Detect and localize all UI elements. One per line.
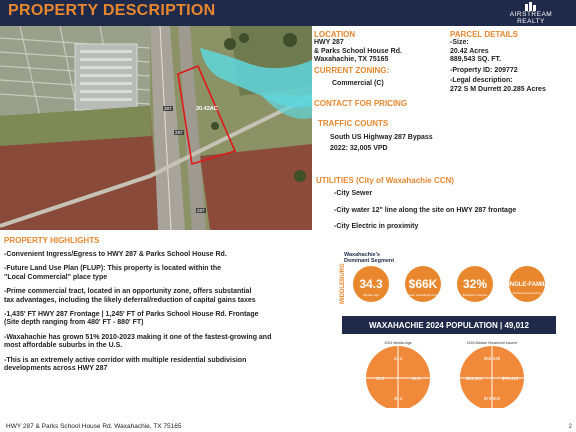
highlight-line: most affordable suburbs in the U.S.	[4, 342, 123, 350]
pie-value: $63,524	[465, 376, 483, 381]
location-line: HWY 287	[314, 39, 344, 46]
segment-title: Waxahachie's	[344, 252, 380, 258]
stat-circle	[457, 266, 493, 302]
parcel-line: 272 S M Durrett 20.285 Acres	[450, 85, 546, 93]
highlight-item	[4, 251, 324, 259]
parcel-line: -Property ID: 209772	[450, 66, 518, 74]
parcel-line: 889,543 SQ. FT.	[450, 56, 501, 63]
stat-value: $66K	[408, 277, 438, 291]
acreage-label: 20.42AC	[196, 106, 218, 112]
location-label: LOCATION	[314, 30, 356, 39]
highlight-line: -1,435' FT HWY 287 Frontage | 1,245' FT of Parks School House Rd. Frontage	[4, 311, 259, 319]
utility-item: -City Electric in proximity	[334, 223, 419, 230]
stat-circle	[405, 266, 441, 302]
stat-value: 32%	[462, 277, 488, 291]
stat-value: SINGLE-FAMILY	[504, 282, 550, 288]
highlight-line: -Waxahachie has grown 51% 2010-2023 making it one of the fastest-growing and	[4, 333, 272, 341]
property-info-column	[314, 30, 448, 153]
pie-value: $78,413	[501, 376, 519, 381]
brand-logo	[496, 2, 566, 24]
road-marker: 287	[164, 106, 172, 111]
page-title: PROPERTY DESCRIPTION	[8, 2, 216, 19]
stat-caption: Median Age	[363, 293, 379, 297]
highlight-line: developments across HWY 287	[4, 365, 108, 373]
stat-caption: Predominant Housing	[512, 291, 542, 295]
pie-value: 35.2	[393, 396, 403, 401]
pie-value: 34.5	[411, 376, 421, 381]
zoning-value: Commercial (C)	[332, 79, 384, 87]
traffic-line: South US Highway 287 Bypass	[330, 134, 433, 141]
pie-value: $73,903	[483, 396, 501, 401]
pie-value: 35.2	[375, 376, 385, 381]
utility-item: -City Sewer	[334, 190, 373, 197]
highlight-line: tax advantages, including the likely deferral/reduction of capital gains taxes	[4, 296, 256, 304]
pie-value: 34.2	[393, 356, 403, 361]
page-header	[0, 0, 576, 26]
aerial-map	[0, 26, 312, 230]
page-number: 2	[568, 424, 572, 430]
footer-address: HWY 287 & Parks School House Rd. Waxahachie, TX 75165	[6, 423, 182, 430]
pricing-label: CONTACT FOR PRICING	[314, 99, 408, 108]
property-highlights	[4, 236, 324, 379]
highlight-line: -Future Land Use Plan (FLUP): This property is located within the	[4, 265, 222, 273]
parcel-line: -Legal description:	[450, 77, 513, 84]
highlight-item	[4, 334, 324, 351]
traffic-label: TRAFFIC COUNTS	[318, 119, 389, 128]
location-line: & Parks School House Rd.	[314, 47, 402, 55]
demographics-panel	[330, 252, 570, 408]
stat-caption: Bachelor's Degree	[462, 293, 488, 297]
stat-caption: Median Household Income	[405, 293, 441, 297]
population-banner: WAXAHACHIE 2024 POPULATION | 49,012	[369, 321, 529, 330]
stat-value: 34.3	[359, 277, 383, 291]
location-line: Waxahachie, TX 75165	[314, 56, 389, 63]
parcel-label: PARCEL DETAILS	[450, 30, 519, 39]
chart-title: 2024 Median Household Income	[466, 341, 518, 345]
parcel-details-column	[450, 30, 576, 94]
road-marker: 287	[175, 130, 183, 135]
stat-circle	[353, 266, 389, 302]
segment-title: Dominant Segment	[344, 258, 395, 264]
zoning-label: CURRENT ZONING:	[314, 65, 390, 75]
highlight-item	[4, 357, 324, 374]
pie-value: $66,238	[483, 356, 501, 361]
median-age-pie	[366, 346, 430, 408]
highlight-item	[4, 288, 324, 305]
stat-circle	[504, 266, 550, 302]
highlight-line: -This is an extremely active corridor with multiple residential subdivision	[4, 356, 247, 364]
parcel-line: 20.42 Acres	[450, 47, 489, 55]
highlight-item	[4, 311, 324, 328]
road-marker: 287	[197, 208, 205, 213]
highlight-line: "Local Commercial" place type	[4, 273, 108, 281]
segment-name: MIDDLEBURG	[340, 263, 346, 304]
household-income-pie	[460, 346, 524, 408]
highlight-line: -Convenient Ingress/Egress to HWY 287 & Parks School House Rd.	[4, 251, 227, 258]
utility-item: -City water 12" line along the site on HWY 287 frontage	[334, 206, 517, 214]
building-icon	[524, 2, 538, 11]
utilities-label: UTILITIES (City of Waxahachie CCN)	[316, 176, 454, 185]
demographics-graphic	[330, 252, 570, 408]
highlight-line: (Site depth ranging from 480' FT - 880' FT)	[4, 319, 144, 327]
highlight-line: -Prime commercial tract, located in an opportunity zone, offers substantial	[4, 288, 252, 296]
brand-name: AIRSTREAM REALTY	[509, 11, 553, 25]
aerial-map-image	[0, 26, 312, 230]
highlights-title: PROPERTY HIGHLIGHTS	[4, 236, 100, 245]
chart-title: 2024 Median Age	[384, 341, 412, 345]
highlight-item	[4, 265, 324, 282]
utilities-section	[316, 176, 572, 232]
traffic-line: 2022: 32,005 VPD	[330, 144, 388, 152]
parcel-line: -Size:	[450, 39, 469, 46]
